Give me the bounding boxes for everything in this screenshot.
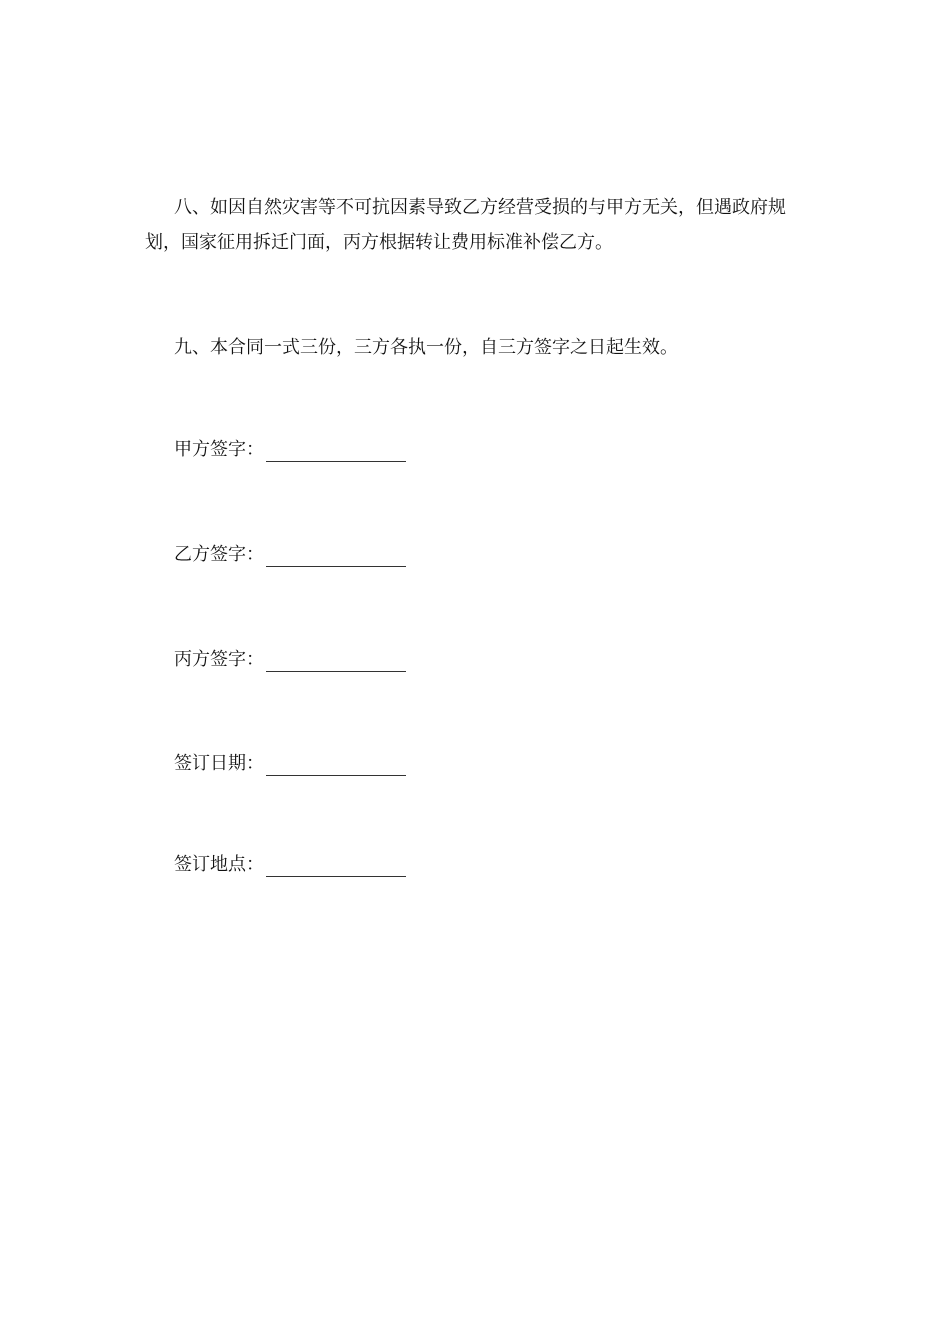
party-a-signature [174,438,406,462]
party-b-signature [174,543,406,567]
sign-date-label: 签订日期： [174,753,264,774]
sign-place-line [266,858,406,877]
party-c-signature-line [266,653,406,672]
sign-date [174,752,406,776]
party-b-signature-label: 乙方签字： [174,544,264,565]
party-c-signature [174,648,406,672]
clause-8: 八、如因自然灾害等不可抗因素导致乙方经营受损的与甲方无关，但遇政府规划，国家征用拆迁门面，丙方根据转让费用标准补偿乙方。 [145,197,786,253]
sign-date-line [266,757,406,776]
sign-place-label: 签订地点： [174,854,264,875]
clause-9: 九、本合同一式三份，三方各执一份，自三方签字之日起生效。 [174,337,678,358]
party-c-signature-label: 丙方签字： [174,649,264,670]
party-b-signature-line [266,548,406,567]
party-a-signature-line [266,443,406,462]
sign-place [174,853,406,877]
party-a-signature-label: 甲方签字： [174,439,264,460]
